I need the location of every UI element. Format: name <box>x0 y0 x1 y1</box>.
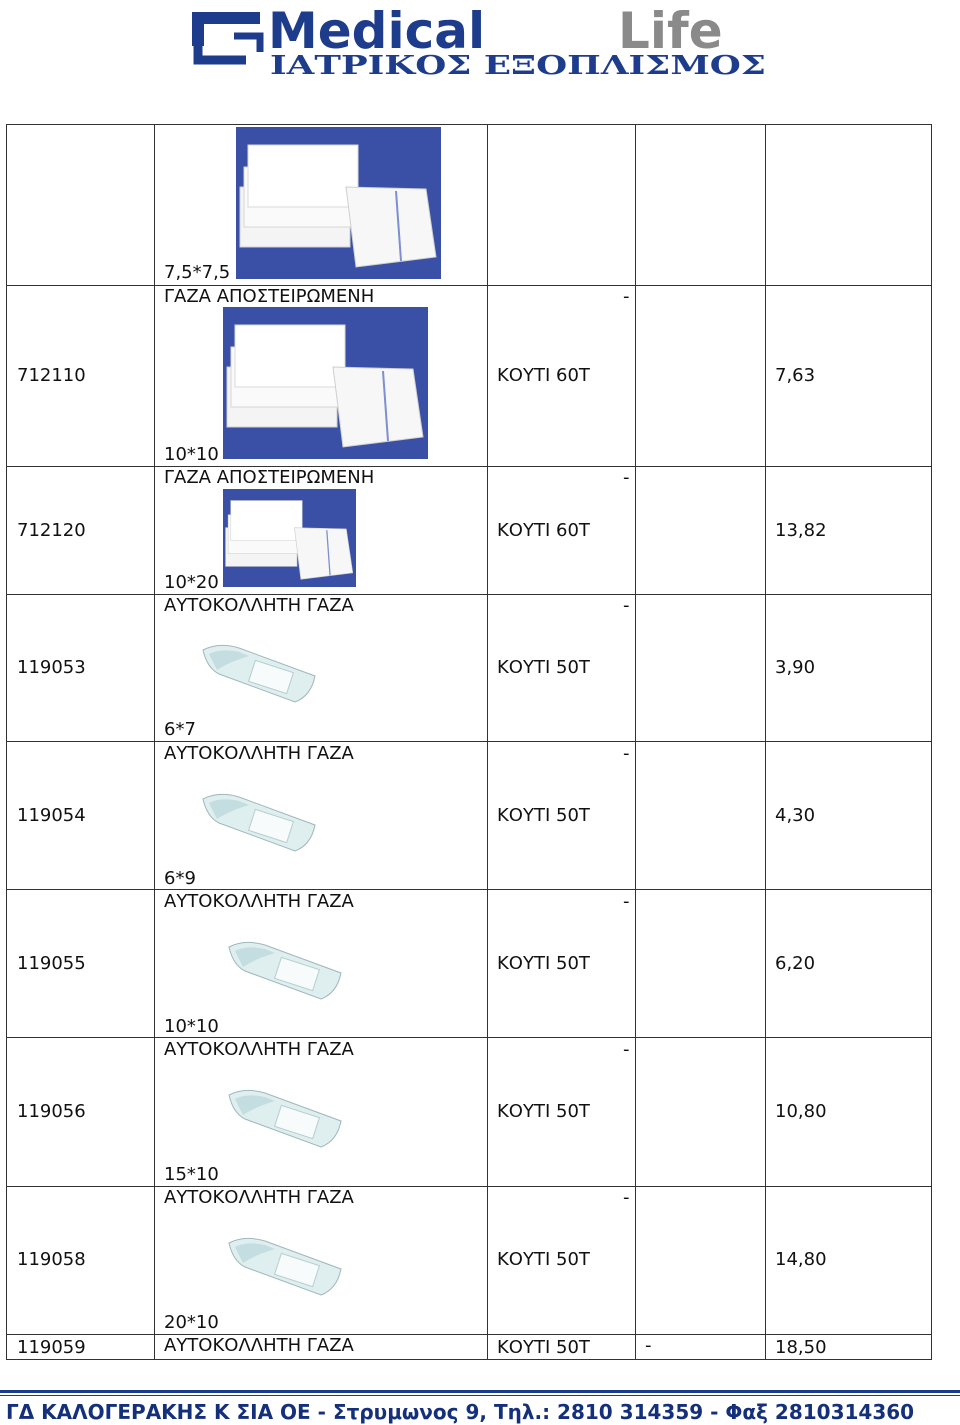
product-description: ΓΑΖΑ ΑΠΟΣΤΕΙΡΩΜΕΝΗ <box>164 467 375 488</box>
dash-cell: - <box>623 286 630 307</box>
product-description: ΑΥΤΟΚΟΛΛΗΤΗ ΓΑΖΑ <box>164 1039 354 1060</box>
price-cell: 13,82 <box>775 520 827 541</box>
size-label: 15*10 <box>164 1164 219 1185</box>
dash-cell: - <box>623 1187 630 1208</box>
row-divider <box>7 741 931 742</box>
logo-word-life: Life <box>618 4 723 60</box>
product-code: 712120 <box>17 520 86 541</box>
adhesive-dressing-image <box>225 937 345 1003</box>
product-description: ΑΥΤΟΚΟΛΛΗΤΗ ΓΑΖΑ <box>164 743 354 764</box>
logo-mark-icon <box>192 12 260 60</box>
size-label: 20*10 <box>164 1312 219 1333</box>
adhesive-dressing-image <box>199 640 319 706</box>
column-divider <box>154 125 155 1359</box>
dash-cell: - <box>623 467 630 488</box>
package-cell: ΚΟΥΤΙ 50Τ <box>497 953 590 974</box>
size-label: 10*20 <box>164 572 219 593</box>
size-label: 6*7 <box>164 719 196 740</box>
footer-rule <box>0 1395 960 1396</box>
package-cell: ΚΟΥΤΙ 50Τ <box>497 1101 590 1122</box>
price-cell: 18,50 <box>775 1337 827 1358</box>
row-divider <box>7 1334 931 1335</box>
gauze-pads-image <box>236 127 441 279</box>
product-description: ΑΥΤΟΚΟΛΛΗΤΗ ΓΑΖΑ <box>164 1187 354 1208</box>
price-cell: 3,90 <box>775 657 816 678</box>
logo-subtitle: ΙΑΤΡΙΚΟΣ ΕΞΟΠΛΙΣΜΟΣ <box>270 51 766 80</box>
row-divider <box>7 1037 931 1038</box>
size-label: 6*9 <box>164 868 196 889</box>
company-contact-footer: ΓΔ ΚΑΛΟΓΕΡΑΚΗΣ Κ ΣΙΑ ΟΕ - Στρυμωνος 9, Τηλ.: 2810 314359 - Φαξ 2810314360 <box>6 1400 915 1424</box>
product-code: 119055 <box>17 953 86 974</box>
product-code: 119053 <box>17 657 86 678</box>
size-label: 7,5*7,5 <box>164 262 231 283</box>
medical-life-logo <box>186 4 776 80</box>
adhesive-dressing-image <box>199 789 319 855</box>
product-description: ΑΥΤΟΚΟΛΛΗΤΗ ΓΑΖΑ <box>164 1335 354 1356</box>
size-label: 10*10 <box>164 444 219 465</box>
product-code: 119058 <box>17 1249 86 1270</box>
product-code: 119054 <box>17 805 86 826</box>
product-code: 712110 <box>17 365 86 386</box>
gauze-pads-image <box>223 489 356 587</box>
product-code: 119056 <box>17 1101 86 1122</box>
package-cell: ΚΟΥΤΙ 60Τ <box>497 365 590 386</box>
price-cell: 6,20 <box>775 953 816 974</box>
package-cell: ΚΟΥΤΙ 50Τ <box>497 1249 590 1270</box>
product-description: ΑΥΤΟΚΟΛΛΗΤΗ ΓΑΖΑ <box>164 595 354 616</box>
price-cell: 10,80 <box>775 1101 827 1122</box>
row-divider <box>7 1186 931 1187</box>
dash-cell: - <box>623 743 630 764</box>
row-divider <box>7 285 931 286</box>
package-cell: ΚΟΥΤΙ 50Τ <box>497 1337 590 1358</box>
dash-cell: - <box>645 1335 652 1356</box>
row-divider <box>7 594 931 595</box>
price-cell: 4,30 <box>775 805 816 826</box>
logo-word-medical: Medical <box>268 4 486 60</box>
product-catalog-table <box>6 124 932 1360</box>
price-cell: 7,63 <box>775 365 816 386</box>
dash-cell: - <box>623 1039 630 1060</box>
price-cell: 14,80 <box>775 1249 827 1270</box>
gauze-pads-image <box>223 307 428 459</box>
adhesive-dressing-image <box>225 1233 345 1299</box>
row-divider <box>7 466 931 467</box>
product-description: ΓΑΖΑ ΑΠΟΣΤΕΙΡΩΜΕΝΗ <box>164 286 375 307</box>
package-cell: ΚΟΥΤΙ 50Τ <box>497 805 590 826</box>
package-cell: ΚΟΥΤΙ 60Τ <box>497 520 590 541</box>
size-label: 10*10 <box>164 1016 219 1037</box>
column-divider <box>765 125 766 1359</box>
dash-cell: - <box>623 595 630 616</box>
package-cell: ΚΟΥΤΙ 50Τ <box>497 657 590 678</box>
footer-rule <box>0 1390 960 1393</box>
dash-cell: - <box>623 891 630 912</box>
column-divider <box>635 125 636 1359</box>
row-divider <box>7 889 931 890</box>
adhesive-dressing-image <box>225 1085 345 1151</box>
product-code: 119059 <box>17 1337 86 1358</box>
column-divider <box>487 125 488 1359</box>
product-description: ΑΥΤΟΚΟΛΛΗΤΗ ΓΑΖΑ <box>164 891 354 912</box>
